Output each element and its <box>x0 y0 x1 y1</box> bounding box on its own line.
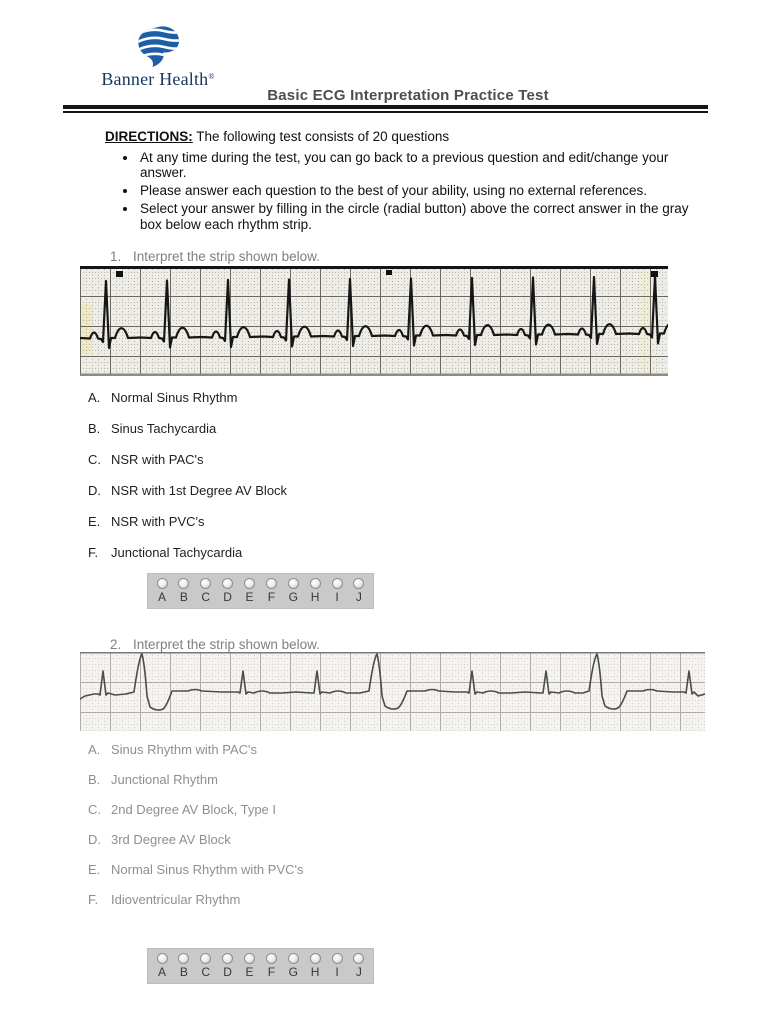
q1-radio-a[interactable] <box>157 578 168 589</box>
option-letter: B. <box>88 772 101 787</box>
q2-radio-d[interactable] <box>222 953 233 964</box>
q2-radio-b[interactable] <box>178 953 189 964</box>
choice-letter: E <box>245 590 254 604</box>
question-1-answer-box <box>147 573 374 609</box>
choice-letter: F <box>267 965 276 979</box>
q2-radio-h[interactable] <box>310 953 321 964</box>
option-row <box>88 891 303 908</box>
choice-letter: B <box>179 590 188 604</box>
option-row <box>88 861 303 878</box>
banner-health-wave-icon <box>135 26 182 68</box>
directions-section <box>105 129 703 235</box>
option-row <box>88 451 287 468</box>
option-letter: B. <box>88 421 101 436</box>
q1-radio-c[interactable] <box>200 578 211 589</box>
choice-letter: C <box>201 965 211 979</box>
choice-cell <box>330 578 344 608</box>
choice-letter: D <box>223 590 232 604</box>
option-letter: A. <box>88 742 101 757</box>
directions-intro: The following test consists of 20 questions <box>192 129 450 144</box>
option-text: NSR with 1st Degree AV Block <box>111 483 288 498</box>
directions-heading <box>105 129 703 145</box>
option-text: Idioventricular Rhythm <box>111 892 241 907</box>
page-title: Basic ECG Interpretation Practice Test <box>267 87 549 104</box>
option-row <box>88 482 287 499</box>
choice-cell <box>199 578 213 608</box>
choice-cell <box>199 953 213 983</box>
directions-list <box>105 150 703 233</box>
choice-letter: G <box>288 965 298 979</box>
choice-letter: G <box>288 590 298 604</box>
logo-wordmark: Banner Health® <box>101 69 215 89</box>
header-divider <box>63 105 708 113</box>
q1-radio-g[interactable] <box>288 578 299 589</box>
option-text: Normal Sinus Rhythm <box>111 390 238 405</box>
option-letter: C. <box>88 802 101 817</box>
choice-cell <box>308 578 322 608</box>
option-row <box>88 544 287 561</box>
option-letter: E. <box>88 862 101 877</box>
option-letter: C. <box>88 452 101 467</box>
question-prompt: Interpret the strip shown below. <box>133 637 320 652</box>
q2-radio-f[interactable] <box>266 953 277 964</box>
choice-cell <box>221 578 235 608</box>
option-text: Junctional Tachycardia <box>111 545 243 560</box>
q1-radio-i[interactable] <box>332 578 343 589</box>
banner-health-logo <box>96 26 220 90</box>
option-text: Sinus Rhythm with PAC's <box>111 742 258 757</box>
option-text: 3rd Degree AV Block <box>111 832 231 847</box>
choice-cell <box>155 953 169 983</box>
choice-cell <box>330 953 344 983</box>
option-row <box>88 513 287 530</box>
ecg-strip-2 <box>80 652 705 731</box>
option-row <box>88 420 287 437</box>
choice-letter: I <box>335 590 339 604</box>
choice-cell <box>286 578 300 608</box>
option-row <box>88 801 303 818</box>
choice-letter: H <box>310 590 320 604</box>
question-1-heading <box>110 249 320 264</box>
directions-bullet: • At any time during the test, you can go back to a previous question and edit/change your answer. <box>138 150 703 181</box>
choice-cell <box>243 578 257 608</box>
option-letter: D. <box>88 832 101 847</box>
q1-radio-h[interactable] <box>310 578 321 589</box>
choice-cell <box>221 953 235 983</box>
ecg-strip-1 <box>80 266 668 376</box>
q2-radio-i[interactable] <box>332 953 343 964</box>
question-number: 2. <box>110 637 122 652</box>
choice-cell <box>352 578 366 608</box>
choice-letter: F <box>267 590 276 604</box>
option-row <box>88 771 303 788</box>
choice-letter: J <box>355 590 362 604</box>
choice-letter: A <box>157 590 166 604</box>
q2-radio-j[interactable] <box>353 953 364 964</box>
choice-letter: J <box>355 965 362 979</box>
question-1-options <box>88 389 287 575</box>
choice-cell <box>308 953 322 983</box>
option-text: Sinus Tachycardia <box>111 421 217 436</box>
option-letter: D. <box>88 483 101 498</box>
choice-cell <box>264 953 278 983</box>
directions-bullet: • Please answer each question to the best of your ability, using no external references. <box>138 183 703 199</box>
directions-bullet: • Select your answer by filling in the circle (radial button) above the correct answer in the gray box below each rhythm strip. <box>138 201 703 232</box>
choice-cell <box>286 953 300 983</box>
choice-letter: E <box>245 965 254 979</box>
choice-letter: C <box>201 590 211 604</box>
choice-cell <box>243 953 257 983</box>
q1-radio-b[interactable] <box>178 578 189 589</box>
choice-letter: I <box>335 965 339 979</box>
q2-radio-g[interactable] <box>288 953 299 964</box>
question-prompt: Interpret the strip shown below. <box>133 249 320 264</box>
option-text: NSR with PVC's <box>111 514 205 529</box>
question-2-heading <box>110 637 320 652</box>
option-letter: F. <box>88 545 99 560</box>
q1-radio-d[interactable] <box>222 578 233 589</box>
directions-label: DIRECTIONS: <box>105 129 193 144</box>
option-row <box>88 389 287 406</box>
choice-cell <box>177 578 191 608</box>
q1-radio-j[interactable] <box>353 578 364 589</box>
option-letter: F. <box>88 892 99 907</box>
choice-cell <box>352 953 366 983</box>
option-text: Normal Sinus Rhythm with PVC's <box>111 862 304 877</box>
option-text: Junctional Rhythm <box>111 772 218 787</box>
q2-radio-a[interactable] <box>157 953 168 964</box>
option-letter: A. <box>88 390 101 405</box>
choice-letter: D <box>223 965 232 979</box>
choice-letter: A <box>157 965 166 979</box>
option-row <box>88 831 303 848</box>
choice-letter: H <box>310 965 320 979</box>
option-text: NSR with PAC's <box>111 452 204 467</box>
option-row <box>88 741 303 758</box>
choice-cell <box>155 578 169 608</box>
option-text: 2nd Degree AV Block, Type I <box>111 802 277 817</box>
question-2-options <box>88 741 303 921</box>
option-letter: E. <box>88 514 101 529</box>
q1-radio-e[interactable] <box>244 578 255 589</box>
q2-radio-c[interactable] <box>200 953 211 964</box>
choice-cell <box>177 953 191 983</box>
choice-cell <box>264 578 278 608</box>
q2-radio-e[interactable] <box>244 953 255 964</box>
question-number: 1. <box>110 249 122 264</box>
choice-letter: B <box>179 965 188 979</box>
q1-radio-f[interactable] <box>266 578 277 589</box>
question-2-answer-box <box>147 948 374 984</box>
